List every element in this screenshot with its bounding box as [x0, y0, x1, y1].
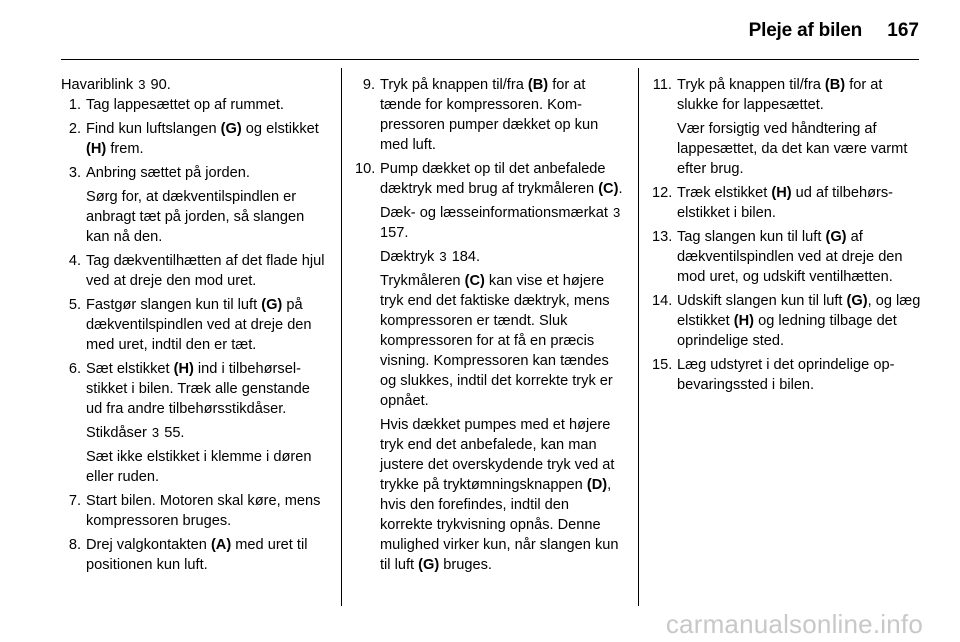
step-note: Hvis dækket pumpes med et højere tryk end det anbefalede, kan man justere det overskydende tryk ved at trykke på tryktømningsknappen (D), hvis den forefindes, indtil den korrekte trykvisning opnås. Denne mulighed virker kun, når slangen kun til luft (G) bruges.: [380, 417, 619, 573]
step-10: [355, 159, 624, 575]
step-number: 12.: [652, 185, 673, 201]
step-5: [61, 295, 327, 355]
step-number: 4.: [68, 253, 81, 269]
step-number: 2.: [68, 121, 81, 137]
step-text: Tryk på knappen til/fra (B) for at tænde for kompressoren. Kompressoren pumper dækket op kun med luft.: [380, 77, 599, 153]
step-number: 1.: [68, 97, 81, 113]
step-text: Tag slangen kun til luft (G) af dækventilspindlen ved at dreje den mod uret, og udskift ventilhætten.: [677, 229, 903, 285]
header-divider: [61, 59, 919, 60]
step-text: Tryk på knappen til/fra (B) for at slukke for lappesættet.: [677, 77, 883, 113]
step-7: [61, 491, 327, 531]
page-title: Pleje af bilen: [748, 20, 862, 41]
step-text: Drej valgkontakten (A) med uret til positionen kun luft.: [86, 537, 308, 573]
step-text: Find kun luftslangen (G) og elstikket (H) frem.: [86, 121, 319, 157]
step-reference: Dæk- og læsseinformationsmærkat 3 157.: [380, 205, 621, 241]
column-2: [355, 75, 624, 579]
step-text: Pump dækket op til det anbefalede dæktryk med brug af trykmåleren (C).: [380, 161, 623, 197]
page-reference-icon: 3: [151, 425, 160, 440]
step-3: [61, 163, 327, 247]
step-text: Udskift slangen kun til luft (G), og læg elstikket (H) og ledning tilbage det oprindelige sted.: [677, 293, 921, 349]
page-reference-icon: 3: [612, 205, 621, 220]
column-3: [652, 75, 921, 399]
column-divider: [341, 68, 342, 606]
step-number: 3.: [68, 165, 81, 181]
page-reference-icon: 3: [138, 77, 146, 92]
step-number: 5.: [68, 297, 81, 313]
step-reference: Stikdåser 3 55.: [86, 425, 185, 441]
step-number: 13.: [652, 229, 673, 245]
step-number: 14.: [652, 293, 673, 309]
step-number: 11.: [652, 77, 672, 93]
step-9: [358, 75, 624, 155]
step-number: 15.: [652, 357, 673, 373]
step-reference: Dæktryk 3 184.: [380, 249, 481, 265]
step-note: Vær forsigtig ved håndtering af lappesættet, da det kan være varmt efter brug.: [677, 121, 908, 177]
page-number: 167: [887, 20, 919, 41]
step-text: Anbring sættet på jorden.: [86, 165, 250, 181]
step-11: [652, 75, 921, 179]
step-text: Læg udstyret i det oprindelige opbevaringssted i bilen.: [677, 357, 895, 393]
step-text: Træk elstikket (H) ud af tilbehørselstikket i bilen.: [677, 185, 894, 221]
step-6: [61, 359, 327, 487]
step-note: Sæt ikke elstikket i klemme i døren eller ruden.: [86, 449, 312, 485]
watermark: carmanualsonline.info: [665, 609, 923, 639]
step-14: [652, 291, 921, 351]
step-2: [61, 119, 327, 159]
step-15: [652, 355, 921, 395]
step-12: [652, 183, 921, 223]
step-8: [61, 535, 327, 575]
step-number: 8.: [68, 537, 81, 553]
step-text: Tag dækventilhætten af det flade hjul ved at dreje den mod uret.: [86, 253, 325, 289]
step-1: [61, 95, 327, 115]
column-divider: [638, 68, 639, 606]
column-1: [61, 75, 327, 579]
step-note: Trykmåleren (C) kan vise et højere tryk end det faktiske dæktryk, mens kompressoren er tændt. Sluk kompressoren for at få en præcis visning. Kompressoren kan tændes og slukkes, indtil det korrekte tryk er opnået.: [380, 273, 613, 409]
step-text: Fastgør slangen kun til luft (G) på dækventilspindlen ved at dreje den med uret, indtil den er tæt.: [86, 297, 312, 353]
step-number: 7.: [68, 493, 81, 509]
step-number: 9.: [362, 77, 375, 93]
step-note: Sørg for, at dækventilspindlen er anbragt tæt på jorden, så slangen kan nå den.: [86, 189, 305, 245]
step-4: [61, 251, 327, 291]
step-text: Tag lappesættet op af rummet.: [86, 97, 284, 113]
step-text: Sæt elstikket (H) ind i tilbehørselstikket i bilen. Træk alle genstande ud fra andre tilbehørsstikdåser.: [86, 361, 310, 417]
step-number: 10.: [355, 161, 376, 177]
intro-reference: Havariblink 3 90.: [61, 77, 171, 93]
step-13: [652, 227, 921, 287]
step-number: 6.: [68, 361, 81, 377]
step-text: Start bilen. Motoren skal køre, mens kompressoren bruges.: [86, 493, 321, 529]
page-reference-icon: 3: [439, 249, 447, 264]
